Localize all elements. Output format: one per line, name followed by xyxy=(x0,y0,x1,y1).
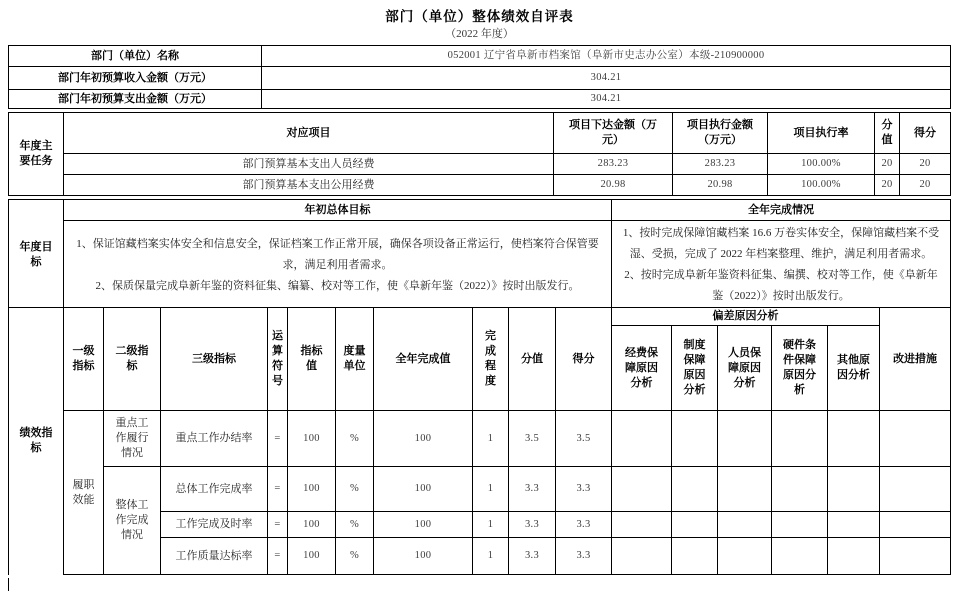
improvement-cell-empty xyxy=(880,411,951,467)
task-executed-cell: 283.23 xyxy=(673,154,768,175)
goals-header-row xyxy=(9,200,951,221)
tasks-row-personnel xyxy=(9,154,951,175)
info-row-name xyxy=(9,46,951,67)
indicator-score-cell: 3.5 xyxy=(556,411,612,467)
indicator-annual-cell: 100 xyxy=(374,512,473,538)
goals-initial-cell xyxy=(64,221,612,310)
deviation-system-cell-empty xyxy=(672,411,718,467)
indicator-level3-cell: 重点工作办结率 xyxy=(161,411,268,467)
indicator-level1-cell: 履职效能 xyxy=(64,411,104,575)
indicators-section-label: 绩效指标 xyxy=(9,308,64,575)
goals-completion-cell xyxy=(612,221,951,310)
indicator-annual-cell: 100 xyxy=(374,411,473,467)
indicators-header-improvement: 改进措施 xyxy=(880,308,951,411)
indicator-target-cell: 100 xyxy=(288,538,336,575)
indicator-degree-cell: 1 xyxy=(473,467,509,512)
tasks-header-score: 得分 xyxy=(900,113,951,154)
deviation-system-cell-empty xyxy=(672,512,718,538)
task-project-cell: 部门预算基本支出人员经费 xyxy=(64,154,554,175)
deviation-personnel-cell-empty xyxy=(718,467,772,512)
tasks-header-row xyxy=(9,113,951,154)
deviation-hardware-cell-empty xyxy=(772,467,828,512)
improvement-cell-empty xyxy=(880,512,951,538)
deviation-personnel-cell-empty xyxy=(718,411,772,467)
task-allocated-cell: 283.23 xyxy=(554,154,673,175)
goals-header-completion: 全年完成情况 xyxy=(612,200,951,221)
indicators-header-annual-value: 全年完成值 xyxy=(374,308,473,411)
indicators-header-deviation-funding: 经费保障原因分析 xyxy=(612,326,672,411)
tasks-header-project: 对应项目 xyxy=(64,113,554,154)
indicator-level2-cell: 重点工作履行情况 xyxy=(104,411,161,467)
page-title: 部门（单位）整体绩效自评表 xyxy=(385,9,574,24)
indicator-row xyxy=(9,467,951,512)
info-table xyxy=(8,45,951,109)
goal-initial-item-1: 1、保证馆藏档案实体安全和信息安全，保证档案工作正常开展，确保各项设备正常运行，使档案符合保管要求，满足利用者需求。 xyxy=(76,237,599,271)
goals-table xyxy=(8,199,951,310)
indicator-level3-cell: 工作质量达标率 xyxy=(161,538,268,575)
deviation-funding-cell-empty xyxy=(612,512,672,538)
indicator-degree-cell: 1 xyxy=(473,512,509,538)
indicator-score-cell: 3.3 xyxy=(556,467,612,512)
indicators-header-degree: 完成程度 xyxy=(473,308,509,411)
table-left-border-continuation xyxy=(8,578,9,591)
goals-content-row xyxy=(9,221,951,310)
indicator-points-cell: 3.3 xyxy=(509,512,556,538)
indicator-operator-cell: = xyxy=(268,512,288,538)
goal-completion-item-1: 1、按时完成保障馆藏档案 16.6 万卷实体安全，保障馆藏档案不受湿、受损，完成了 2022 年档案整理、维护，满足利用者需求。 xyxy=(622,227,940,260)
task-allocated-cell: 20.98 xyxy=(554,175,673,196)
info-label-budget-expenditure: 部门年初预算支出金额（万元） xyxy=(9,90,262,109)
task-project-cell: 部门预算基本支出公用经费 xyxy=(64,175,554,196)
indicator-unit-cell: % xyxy=(336,467,374,512)
goals-section-label: 年度目标 xyxy=(9,200,64,310)
task-execution-rate-cell: 100.00% xyxy=(768,175,875,196)
indicators-header-deviation-hardware: 硬件条件保障原因分析 xyxy=(772,326,828,411)
info-row-expenditure xyxy=(9,90,951,109)
deviation-funding-cell-empty xyxy=(612,411,672,467)
indicators-header-target-value: 指标值 xyxy=(288,308,336,411)
task-score-cell: 20 xyxy=(900,154,951,175)
indicator-row xyxy=(9,411,951,467)
tasks-row-public xyxy=(9,175,951,196)
indicators-header-points: 分值 xyxy=(509,308,556,411)
deviation-system-cell-empty xyxy=(672,538,718,575)
info-value-budget-income: 304.21 xyxy=(262,67,951,90)
deviation-funding-cell-empty xyxy=(612,538,672,575)
indicators-header-operator: 运算符号 xyxy=(268,308,288,411)
indicator-level3-cell: 工作完成及时率 xyxy=(161,512,268,538)
indicators-header-unit: 度量单位 xyxy=(336,308,374,411)
info-row-income xyxy=(9,67,951,90)
info-label-budget-income: 部门年初预算收入金额（万元） xyxy=(9,67,262,90)
tasks-header-points: 分值 xyxy=(875,113,900,154)
task-score-cell: 20 xyxy=(900,175,951,196)
task-points-cell: 20 xyxy=(875,175,900,196)
indicator-level2-cell: 整体工作完成情况 xyxy=(104,467,161,575)
indicator-points-cell: 3.5 xyxy=(509,411,556,467)
indicators-header-deviation-other: 其他原因分析 xyxy=(828,326,880,411)
deviation-other-cell-empty xyxy=(828,512,880,538)
indicator-level3-cell: 总体工作完成率 xyxy=(161,467,268,512)
task-executed-cell: 20.98 xyxy=(673,175,768,196)
tasks-header-executed: 项目执行金额（万元） xyxy=(673,113,768,154)
tasks-header-execution-rate: 项目执行率 xyxy=(768,113,875,154)
deviation-hardware-cell-empty xyxy=(772,512,828,538)
tasks-table xyxy=(8,112,951,196)
indicator-unit-cell: % xyxy=(336,512,374,538)
deviation-personnel-cell-empty xyxy=(718,512,772,538)
page-subtitle: （2022 年度） xyxy=(445,28,514,40)
deviation-other-cell-empty xyxy=(828,467,880,512)
indicator-annual-cell: 100 xyxy=(374,538,473,575)
task-execution-rate-cell: 100.00% xyxy=(768,154,875,175)
indicator-points-cell: 3.3 xyxy=(509,467,556,512)
indicators-header-score: 得分 xyxy=(556,308,612,411)
deviation-other-cell-empty xyxy=(828,538,880,575)
indicator-target-cell: 100 xyxy=(288,467,336,512)
info-label-department-name: 部门（单位）名称 xyxy=(9,46,262,67)
tasks-section-label: 年度主要任务 xyxy=(9,113,64,196)
deviation-funding-cell-empty xyxy=(612,467,672,512)
task-points-cell: 20 xyxy=(875,154,900,175)
deviation-system-cell-empty xyxy=(672,467,718,512)
indicator-operator-cell: = xyxy=(268,411,288,467)
indicator-unit-cell: % xyxy=(336,538,374,575)
indicator-points-cell: 3.3 xyxy=(509,538,556,575)
indicators-header-level3: 三级指标 xyxy=(161,308,268,411)
deviation-personnel-cell-empty xyxy=(718,538,772,575)
improvement-cell-empty xyxy=(880,467,951,512)
indicators-header-row-1 xyxy=(9,308,951,326)
indicator-degree-cell: 1 xyxy=(473,538,509,575)
indicator-degree-cell: 1 xyxy=(473,411,509,467)
indicators-table xyxy=(8,307,951,575)
indicator-target-cell: 100 xyxy=(288,512,336,538)
goals-header-initial: 年初总体目标 xyxy=(64,200,612,221)
tasks-header-allocated: 项目下达金额（万元） xyxy=(554,113,673,154)
indicators-header-deviation-system: 制度保障原因分析 xyxy=(672,326,718,411)
indicator-operator-cell: = xyxy=(268,538,288,575)
indicator-operator-cell: = xyxy=(268,467,288,512)
info-value-department-name: 052001 辽宁省阜新市档案馆（阜新市史志办公室）本级-210900000 xyxy=(262,46,951,67)
indicator-unit-cell: % xyxy=(336,411,374,467)
goal-completion-item-2: 2、按时完成阜新年鉴资料征集、编撰、校对等工作，使《阜新年鉴（2022）》按时出版发行。 xyxy=(624,269,938,302)
indicator-annual-cell: 100 xyxy=(374,467,473,512)
indicators-header-deviation: 偏差原因分析 xyxy=(612,308,880,326)
indicator-target-cell: 100 xyxy=(288,411,336,467)
indicator-score-cell: 3.3 xyxy=(556,512,612,538)
deviation-hardware-cell-empty xyxy=(772,411,828,467)
deviation-hardware-cell-empty xyxy=(772,538,828,575)
info-value-budget-expenditure: 304.21 xyxy=(262,90,951,109)
indicators-header-deviation-personnel: 人员保障原因分析 xyxy=(718,326,772,411)
indicators-header-level1: 一级指标 xyxy=(64,308,104,411)
deviation-other-cell-empty xyxy=(828,411,880,467)
indicator-score-cell: 3.3 xyxy=(556,538,612,575)
indicators-header-level2: 二级指标 xyxy=(104,308,161,411)
goal-initial-item-2: 2、保质保量完成阜新年鉴的资料征集、编纂、校对等工作，使《阜新年鉴（2022）》按时出版发行。 xyxy=(95,279,580,292)
improvement-cell-empty xyxy=(880,538,951,575)
